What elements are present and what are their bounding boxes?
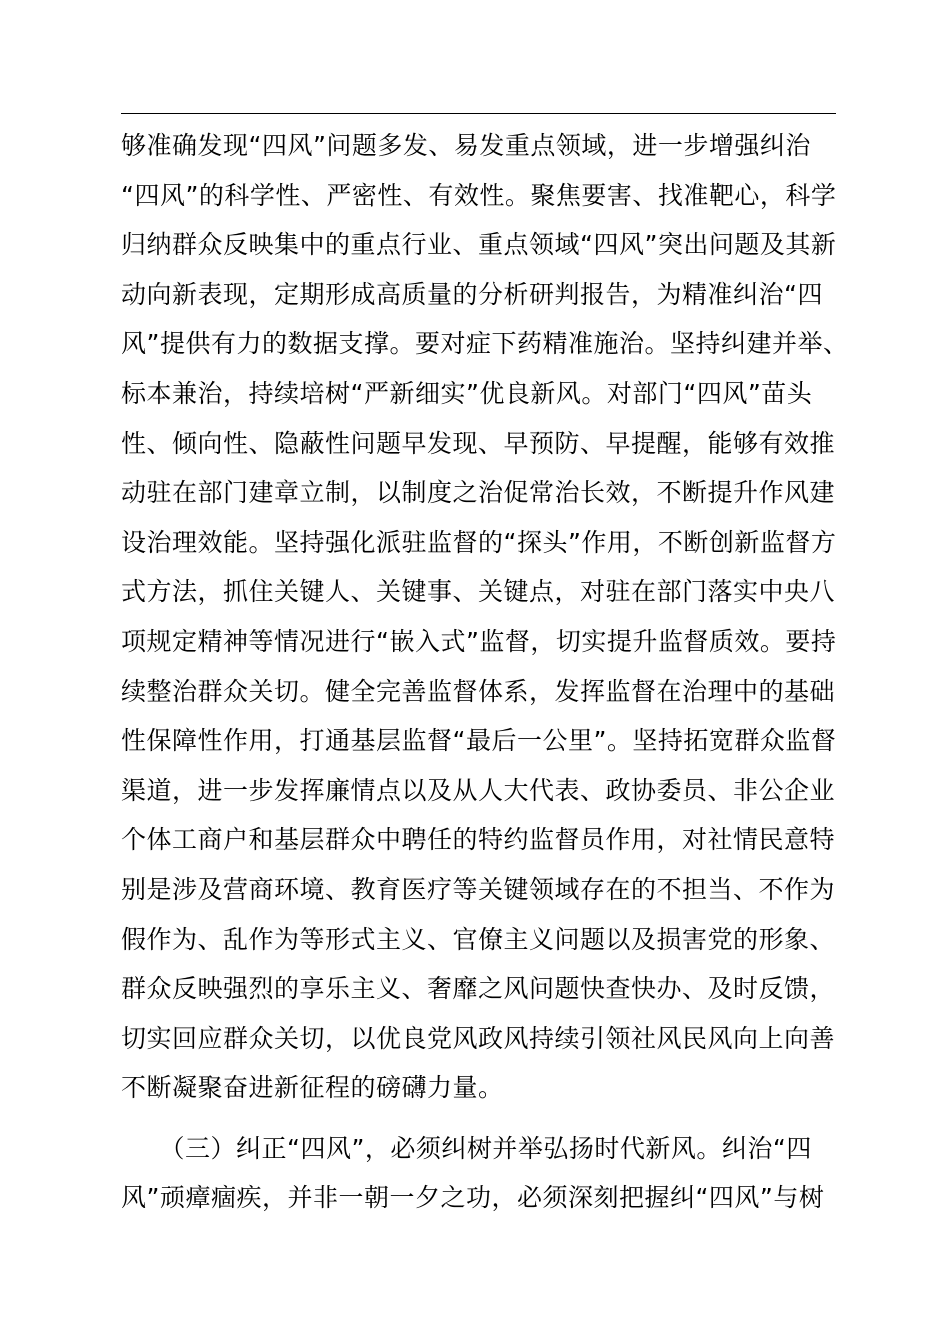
text-line: 动驻在部门建章立制，以制度之治促常治长效，不断提升作风建 — [121, 478, 836, 508]
body-text — [121, 121, 849, 1223]
text-line: 标本兼治，持续培树“严新细实”优良新风。对部门“四风”苗头 — [121, 378, 813, 408]
text-line: 风”提供有力的数据支撑。要对症下药精准施治。坚持纠建并举、 — [121, 329, 849, 359]
text-line: 假作为、乱作为等形式主义、官僚主义问题以及损害党的形象、 — [121, 924, 836, 954]
text-line: 不断凝聚奋进新征程的磅礴力量。 — [121, 1073, 504, 1103]
text-line: 渠道，进一步发挥廉情点以及从人大代表、政协委员、非公企业 — [121, 775, 836, 805]
text-line: 性、倾向性、隐蔽性问题早发现、早预防、早提醒，能够有效推 — [121, 428, 836, 458]
header-rule — [121, 113, 836, 114]
text-line: 项规定精神等情况进行“嵌入式”监督，切实提升监督质效。要持 — [121, 626, 837, 656]
text-line: 式方法，抓住关键人、关键事、关键点，对驻在部门落实中央八 — [121, 577, 836, 607]
text-line: 风”顽瘴痼疾，并非一朝一夕之功，必须深刻把握纠“四风”与树 — [121, 1183, 825, 1213]
text-line: 性保障性作用，打通基层监督“最后一公里”。坚持拓宽群众监督 — [121, 726, 837, 756]
text-line: 动向新表现，定期形成高质量的分析研判报告，为精准纠治“四 — [121, 279, 823, 309]
text-line: 个体工商户和基层群众中聘任的特约监督员作用，对社情民意特 — [121, 825, 836, 855]
text-line: 设治理效能。坚持强化派驻监督的“探头”作用，不断创新监督方 — [121, 527, 837, 557]
text-line: 够准确发现“四风”问题多发、易发重点领域，进一步增强纠治 — [121, 131, 811, 160]
text-line: 切实回应群众关切，以优良党风政风持续引领社风民风向上向善 — [121, 1023, 836, 1053]
text-line: “四风”的科学性、严密性、有效性。聚焦要害、找准靶心，科学 — [121, 180, 837, 210]
text-line: 别是涉及营商环境、教育医疗等关键领域存在的不担当、不作为 — [121, 874, 836, 904]
text-line: 群众反映强烈的享乐主义、奢靡之风问题快查快办、及时反馈， — [121, 974, 836, 1004]
section-heading-line: （三）纠正“四风”，必须纠树并举弘扬时代新风。纠治“四 — [121, 1133, 812, 1163]
text-line: 续整治群众关切。健全完善监督体系，发挥监督在治理中的基础 — [121, 676, 836, 706]
paragraph-gap — [121, 1113, 841, 1124]
text-line: 归纳群众反映集中的重点行业、重点领域“四风”突出问题及其新 — [121, 230, 837, 260]
